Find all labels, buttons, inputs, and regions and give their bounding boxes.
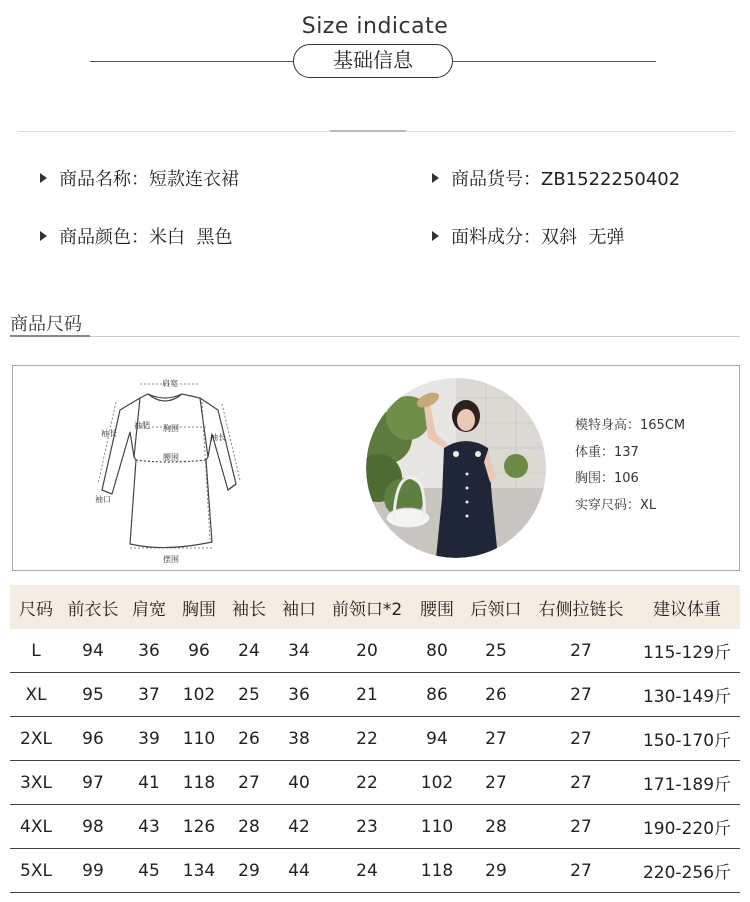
table-cell: 110 — [410, 805, 464, 849]
table-cell: 3XL — [10, 761, 62, 805]
info-fabric-text: 面料成分：双斜 无弹 — [451, 227, 625, 248]
model-weight: 体重：137 — [575, 445, 639, 460]
table-cell: 28 — [464, 805, 528, 849]
table-cell: 171-189斤 — [634, 761, 740, 805]
bullet-triangle-icon — [40, 231, 47, 241]
table-cell: 4XL — [10, 805, 62, 849]
page-title: Size indicate — [301, 14, 449, 39]
table-cell: 24 — [324, 849, 410, 893]
header-line-left — [90, 61, 293, 62]
table-header-cell: 腰围 — [410, 585, 464, 629]
dress-diagram — [90, 372, 250, 567]
table-cell: 80 — [410, 629, 464, 673]
table-cell: 220-256斤 — [634, 849, 740, 893]
table-cell: 86 — [410, 673, 464, 717]
bullet-triangle-icon — [432, 173, 439, 183]
info-product-name-text: 商品名称：短款连衣裙 — [59, 169, 239, 190]
info-product-sku — [432, 165, 680, 191]
table-cell: 26 — [464, 673, 528, 717]
table-cell: 41 — [124, 761, 174, 805]
diagram-label-shoulder: 肩宽 — [162, 379, 178, 388]
diagram-label-armhole: 袖肥 — [134, 421, 150, 430]
info-product-color — [40, 223, 232, 249]
table-cell: 20 — [324, 629, 410, 673]
table-cell: 21 — [324, 673, 410, 717]
size-table — [10, 585, 740, 893]
table-cell: 29 — [464, 849, 528, 893]
table-cell: 27 — [224, 761, 274, 805]
table-cell: 26 — [224, 717, 274, 761]
info-product-color-text: 商品颜色：米白 黑色 — [59, 227, 233, 248]
info-product-name — [40, 165, 239, 191]
table-cell: 28 — [224, 805, 274, 849]
table-cell: 190-220斤 — [634, 805, 740, 849]
table-cell: 37 — [124, 673, 174, 717]
table-body — [10, 629, 740, 893]
table-cell: 29 — [224, 849, 274, 893]
table-cell: 95 — [62, 673, 124, 717]
table-cell: 97 — [62, 761, 124, 805]
table-cell: 39 — [124, 717, 174, 761]
table-header-cell: 前领口*2 — [324, 585, 410, 629]
table-header-cell: 右侧拉链长 — [528, 585, 634, 629]
table-cell: 24 — [224, 629, 274, 673]
model-size: 实穿尺码：XL — [575, 498, 657, 513]
table-row — [10, 761, 740, 805]
header-line-right — [453, 61, 656, 62]
table-row — [10, 629, 740, 673]
table-cell: 27 — [528, 805, 634, 849]
table-cell: 22 — [324, 761, 410, 805]
table-cell: 36 — [274, 673, 324, 717]
table-cell: 42 — [274, 805, 324, 849]
header-divider-accent — [330, 130, 406, 132]
table-cell: 40 — [274, 761, 324, 805]
table-cell: 96 — [174, 629, 224, 673]
table-row — [10, 805, 740, 849]
diagram-label-cuff: 袖口 — [95, 495, 111, 504]
table-header-cell: 肩宽 — [124, 585, 174, 629]
table-cell: 102 — [410, 761, 464, 805]
model-photo — [366, 378, 546, 558]
section-title-size: 商品尺码 — [10, 314, 82, 335]
table-cell: 118 — [174, 761, 224, 805]
table-cell: 27 — [528, 629, 634, 673]
table-header-cell: 后领口 — [464, 585, 528, 629]
table-cell: 115-129斤 — [634, 629, 740, 673]
table-cell: 102 — [174, 673, 224, 717]
table-header-row — [10, 585, 740, 629]
model-chest: 胸围：106 — [575, 471, 639, 486]
table-cell: 5XL — [10, 849, 62, 893]
table-cell: 27 — [528, 717, 634, 761]
table-cell: 118 — [410, 849, 464, 893]
section-pill-basic-info: 基础信息 — [293, 44, 453, 78]
table-cell: 150-170斤 — [634, 717, 740, 761]
table-cell: 27 — [528, 761, 634, 805]
table-cell: 23 — [324, 805, 410, 849]
table-cell: 99 — [62, 849, 124, 893]
info-product-sku-text: 商品货号：ZB1522250402 — [451, 169, 681, 190]
table-cell: 43 — [124, 805, 174, 849]
bullet-triangle-icon — [432, 231, 439, 241]
table-header-cell: 袖口 — [274, 585, 324, 629]
table-row — [10, 717, 740, 761]
table-header-cell: 前衣长 — [62, 585, 124, 629]
diagram-label-chest: 胸围 — [163, 424, 179, 433]
table-cell: 134 — [174, 849, 224, 893]
table-header-cell: 袖长 — [224, 585, 274, 629]
table-cell: 25 — [464, 629, 528, 673]
table-cell: 27 — [528, 849, 634, 893]
table-cell: 36 — [124, 629, 174, 673]
table-cell: 2XL — [10, 717, 62, 761]
diagram-label-waist: 腰围 — [163, 453, 179, 462]
table-cell: 27 — [464, 761, 528, 805]
table-cell: 25 — [224, 673, 274, 717]
table-cell: 45 — [124, 849, 174, 893]
diagram-label-sleeve-left: 袖长 — [101, 429, 117, 438]
table-cell: 96 — [62, 717, 124, 761]
table-cell: 38 — [274, 717, 324, 761]
table-header-cell: 胸围 — [174, 585, 224, 629]
table-cell: 130-149斤 — [634, 673, 740, 717]
table-cell: 22 — [324, 717, 410, 761]
bullet-triangle-icon — [40, 173, 47, 183]
model-height: 模特身高：165CM — [575, 418, 686, 433]
section-divider — [10, 336, 740, 337]
table-cell: 98 — [62, 805, 124, 849]
table-cell: 44 — [274, 849, 324, 893]
table-cell: 126 — [174, 805, 224, 849]
section-title-underline — [10, 335, 90, 337]
table-cell: 34 — [274, 629, 324, 673]
table-cell: L — [10, 629, 62, 673]
table-cell: 27 — [528, 673, 634, 717]
info-fabric — [432, 223, 624, 249]
table-row — [10, 849, 740, 893]
table-cell: 27 — [464, 717, 528, 761]
table-cell: 110 — [174, 717, 224, 761]
table-cell: 94 — [410, 717, 464, 761]
table-header-cell: 尺码 — [10, 585, 62, 629]
table-cell: XL — [10, 673, 62, 717]
table-row — [10, 673, 740, 717]
diagram-label-hem: 摆围 — [163, 555, 179, 564]
table-header-cell: 建议体重 — [634, 585, 740, 629]
diagram-label-sleeve-right: 袖长 — [210, 433, 226, 442]
table-cell: 94 — [62, 629, 124, 673]
